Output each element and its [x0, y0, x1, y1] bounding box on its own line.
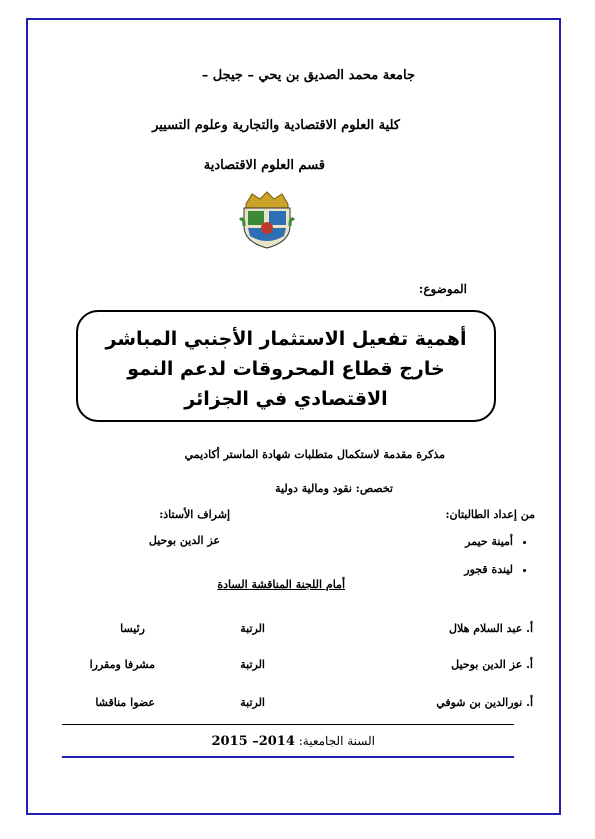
faculty-name: كلية العلوم الاقتصادية والتجارية وعلوم التسيير: [152, 118, 400, 133]
committee-member-role: رئيسا: [120, 622, 145, 635]
committee-member-name: أ. نورالدين بن شوفي: [436, 696, 533, 709]
committee-member-role: مشرفا ومقررا: [89, 658, 155, 671]
committee-member-rank: الرتبة: [240, 622, 265, 635]
committee-member-name: أ. عز الدين بوحيل: [451, 658, 533, 671]
university-name: جامعة محمد الصديق بن يحي – جيجل –: [201, 68, 415, 83]
student-list: [464, 528, 529, 584]
subject-label: الموضوع:: [418, 282, 467, 296]
university-seal-icon: [238, 190, 296, 250]
memo-statement: مذكرة مقدمة لاستكمال متطلبات شهادة الماستر أكاديمي: [184, 448, 445, 461]
student-name: • ليندة قجور: [464, 556, 513, 584]
thesis-title-box: [76, 310, 496, 422]
committee-member-rank: الرتبة: [240, 696, 265, 709]
bottom-divider: [62, 756, 514, 758]
specialty: تخصص: نقود ومالية دولية: [275, 482, 393, 495]
prepared-by-label: من إعداد الطالبتان:: [445, 508, 535, 521]
divider: [62, 724, 514, 725]
supervisor-name: عز الدين بوحيل: [148, 534, 220, 547]
academic-year-value: 2014– 2015: [211, 734, 295, 749]
committee-member-name: أ. عبد السلام هلال: [449, 622, 533, 635]
student-name: • أمينة حيمر: [464, 528, 513, 556]
academic-year-label: السنة الجامعية:: [298, 734, 375, 748]
supervisor-label: إشراف الأستاذ:: [159, 508, 230, 521]
department-name: قسم العلوم الاقتصادية: [203, 158, 325, 173]
committee-label: أمام اللجنة المناقشة السادة: [217, 578, 345, 591]
academic-year: [211, 734, 375, 749]
committee-member-rank: الرتبة: [240, 658, 265, 671]
committee-member-role: عضوا مناقشا: [95, 696, 155, 709]
thesis-title: أهمية تفعيل الاستثمار الأجنبي المباشر خارج قطاع المحروقات لدعم النمو الاقتصادي في الجزائر: [105, 328, 467, 410]
